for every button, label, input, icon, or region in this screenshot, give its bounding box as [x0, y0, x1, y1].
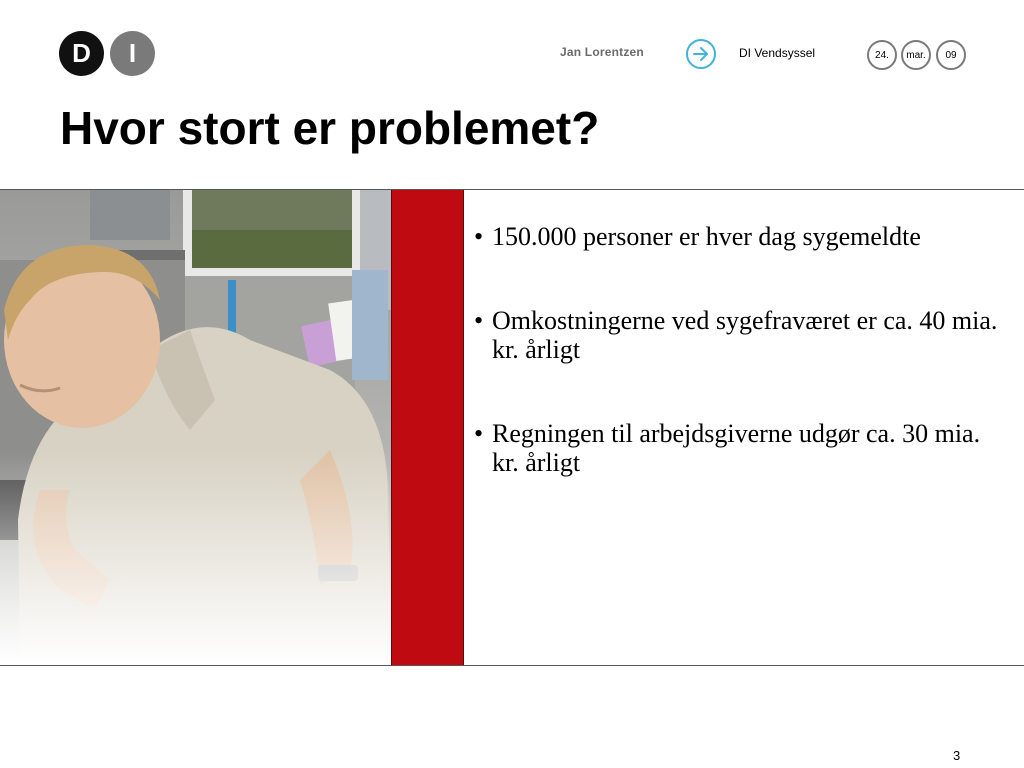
bottom-divider [0, 665, 1024, 666]
logo-i-circle: I [110, 31, 155, 76]
organization-name: DI Vendsyssel [739, 46, 816, 60]
page-number: 3 [953, 748, 961, 763]
author-name: Jan Lorentzen [560, 45, 644, 59]
bullet-text: Omkostningerne ved sygefraværet er ca. 40 mia. kr. årligt [492, 306, 998, 364]
date-day: 24. [867, 40, 897, 70]
bullet-marker: • [474, 222, 484, 251]
date-month: mar. [901, 40, 931, 70]
date-year: 09 [936, 40, 966, 70]
bullet-text: 150.000 personer er hver dag sygemeldte [492, 222, 921, 251]
logo-d-circle: D [59, 31, 104, 76]
bullet-item [472, 419, 1012, 477]
arrow-right-icon [686, 39, 716, 69]
di-logo [59, 31, 155, 76]
slide-title: Hvor stort er problemet? [60, 102, 600, 154]
bullet-marker: • [474, 306, 484, 335]
bullet-list [472, 222, 1012, 532]
bullet-text: Regningen til arbejdsgiverne udgør ca. 30 mia. kr. årligt [492, 419, 981, 477]
bullet-item [472, 222, 1012, 251]
bullet-marker: • [474, 419, 484, 448]
red-accent-bar [391, 190, 464, 665]
bullet-item [472, 306, 1012, 364]
office-worker-photo [0, 190, 391, 665]
